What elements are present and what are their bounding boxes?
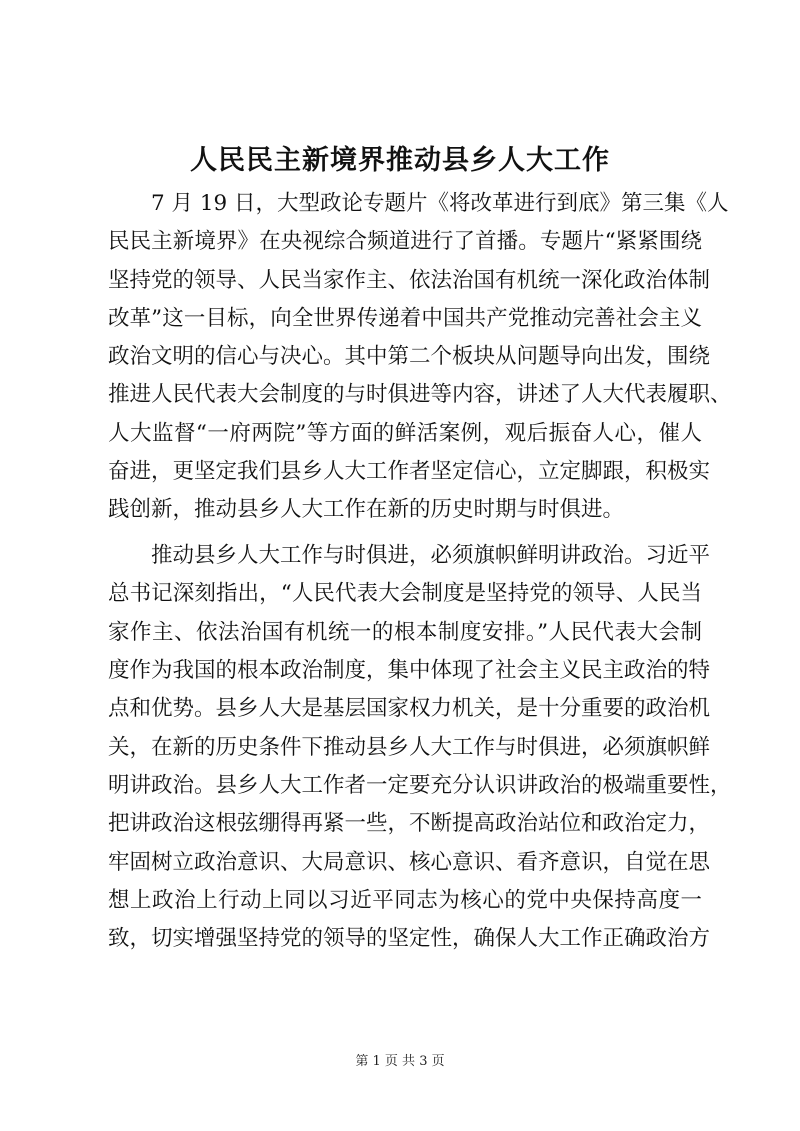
text-line: 牢固树立政治意识、大局意识、核心意识、看齐意识，自觉在思 <box>108 849 711 875</box>
text-line: 政治文明的信心与决心。其中第二个板块从问题导向出发，围绕 <box>108 344 711 370</box>
text-line: 推进人民代表大会制度的与时俱进等内容，讲述了人大代表履职、 <box>108 382 732 408</box>
paragraph <box>108 537 732 958</box>
document-body <box>108 185 732 958</box>
text-line: 想上政治上行动上同以习近平同志为核心的党中央保持高度一 <box>108 887 702 913</box>
text-line: 明讲政治。县乡人大工作者一定要充分认识讲政治的极端重要性， <box>108 772 732 798</box>
text-line: 度作为我国的根本政治制度，集中体现了社会主义民主政治的特 <box>108 658 711 684</box>
paragraph <box>108 185 732 530</box>
paragraph-gap <box>108 530 702 538</box>
text-line: 把讲政治这根弦绷得再紧一些，不断提高政治站位和政治定力， <box>108 811 711 837</box>
document-title: 人民民主新境界推动县乡人大工作 <box>190 145 610 176</box>
text-line: 奋进，更坚定我们县乡人大工作者坚定信心，立定脚跟，积极实 <box>108 459 711 485</box>
text-line: 改革”这一目标，向全世界传递着中国共产党推动完善社会主义 <box>108 305 702 331</box>
text-line: 致，切实增强坚持党的领导的坚定性，确保人大工作正确政治方 <box>108 926 711 952</box>
text-line: 坚持党的领导、人民当家作主、依法治国有机统一深化政治体制 <box>108 267 711 293</box>
text-line: 民民主新境界》在央视综合频道进行了首播。专题片“紧紧围绕 <box>108 229 702 255</box>
text-line: 点和优势。县乡人大是基层国家权力机关，是十分重要的政治机 <box>108 696 711 722</box>
page-footer: 第 1 页 共 3 页 <box>355 1054 445 1069</box>
text-line: 总书记深刻指出，“人民代表大会制度是坚持党的领导、人民当 <box>108 581 702 607</box>
text-line: 人大监督“一府两院”等方面的鲜活案例，观后振奋人心，催人 <box>108 420 702 446</box>
text-line: 家作主、依法治国有机统一的根本制度安排。”人民代表大会制 <box>108 619 702 645</box>
text-line: 践创新，推动县乡人大工作在新的历史时期与时俱进。 <box>108 497 625 523</box>
text-line: 7 月 19 日，大型政论专题片《将改革进行到底》第三集《人 <box>151 191 729 216</box>
text-line: 推动县乡人大工作与时俱进，必须旗帜鲜明讲政治。习近平 <box>151 543 711 569</box>
text-line: 关，在新的历史条件下推动县乡人大工作与时俱进，必须旗帜鲜 <box>108 734 711 760</box>
